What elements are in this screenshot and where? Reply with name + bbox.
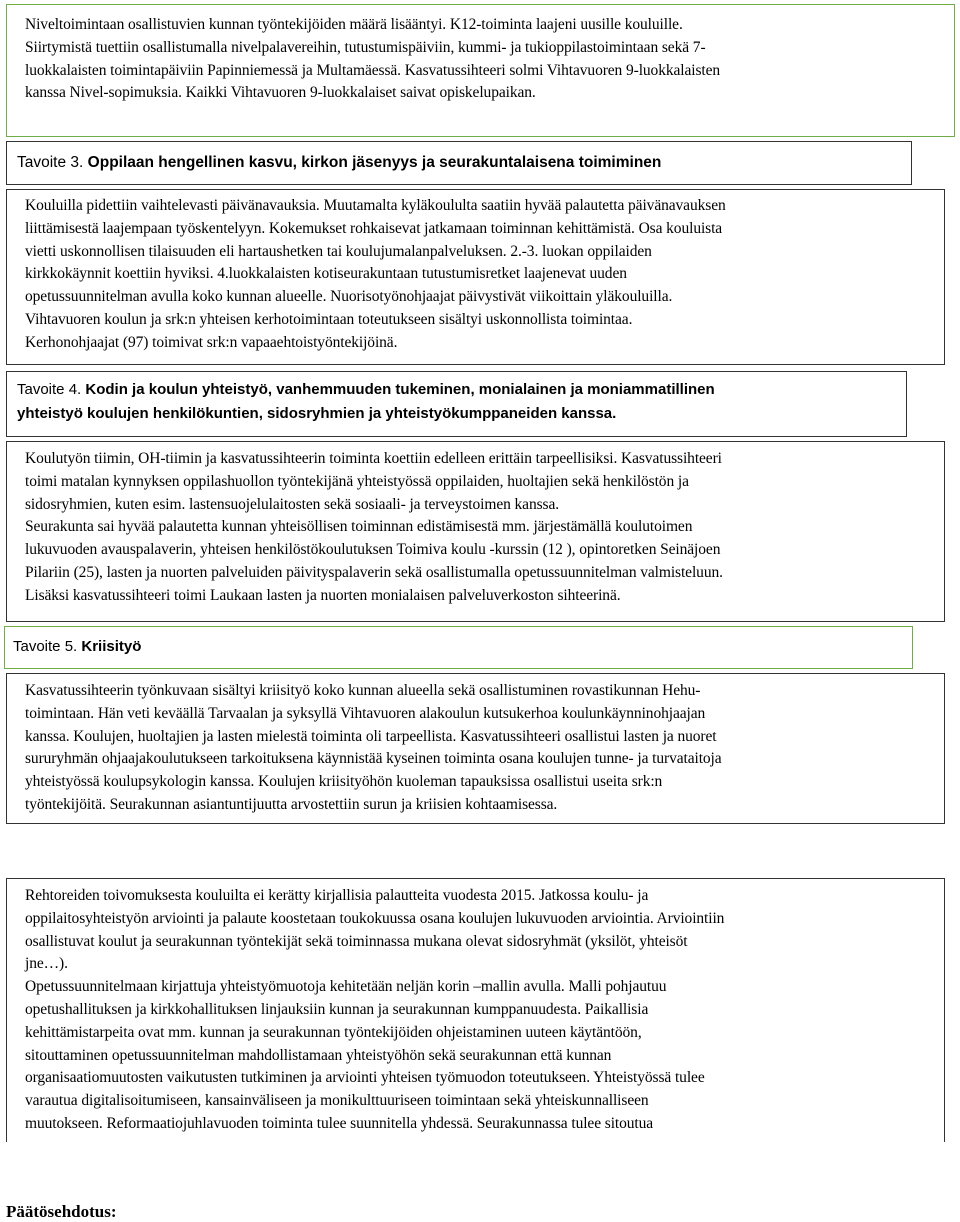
text-line: kanssa Nivel-sopimuksia. Kaikki Vihtavuoren 9-luokkalaiset saivat opiskelupaikan. (25, 84, 536, 102)
text-line: osallistuvat koulut ja seurakunnan työntekijät sekä toiminnassa mukana olevat sidosryhmät (yksilöt, yhteisöt (25, 932, 688, 950)
text-line: sidosryhmien, kuten esim. lastensuojelulaitosten sekä sosiaali- ja terveystoimen kanssa. (25, 495, 560, 513)
text-line: Rehtoreiden toivomuksesta kouluilta ei kerätty kirjallisia palautteita vuodesta 2015. Jatkossa koulu- ja (25, 887, 649, 904)
text-line: Lisäksi kasvatussihteeri toimi Laukaan lasten ja nuorten monialaisen palveluverkoston sihteerinä. (25, 586, 621, 604)
text-line: luokkalaisten toimintapäiviin Papinniemessä ja Multamäessä. Kasvatussihteeri solmi Vihtavuoren 9-luokkalaisten (25, 61, 721, 79)
text-line: kanssa. Koulujen, huoltajien ja lasten mielestä toiminta oli tarpeellista. Kasvatussihteeri osallistui lasten ja nuoret (25, 727, 717, 745)
text-line: Kerhonohjaajat (97) toimivat srk:n vapaaehtoistyöntekijöinä. (25, 333, 398, 351)
goal4-label: Tavoite 4. (17, 381, 82, 398)
goal3-label: Tavoite 3. (17, 154, 84, 171)
text-line: opetushallituksen ja kirkkohallituksen linjauksiin kunnan ja seurakunnan kumppanuudesta. Paikallisia (25, 1000, 649, 1018)
text-line: Kouluilla pidettiin vaihtelevasti päivänavauksia. Muutamalta kyläkoululta saatiin hyvää palautetta päivänavauksen (25, 197, 726, 214)
text-line: sururyhmän ohjaajakoulutukseen tarkoituksena käynnistää kyseinen toiminta osana koulujen tunne- ja turvataitoja (25, 750, 722, 768)
text-line: oppilaitosyhteistyön arviointi ja palaute koostetaan toukokuussa osana koulujen lukuvuoden arviointia. Arviointiin (25, 909, 725, 927)
text-line: Vihtavuoren koulun ja srk:n yhteisen kerhotoimintaan toteutukseen sisältyi uskonnollista toimintaa. (25, 310, 633, 328)
text-line: työntekijöitä. Seurakunnan asiantuntijuutta arvostettiin surun ja kriisien kohtaamisessa. (25, 795, 558, 813)
text-line: toimintaan. Hän veti keväällä Tarvaalan ja syksyllä Vihtavuoren alakoulun kutsukerhoa koulunkäynninohjaajan (25, 704, 706, 722)
goal5-heading (4, 626, 913, 669)
text-line: jne…). (25, 955, 68, 973)
goal5-text-box (6, 673, 945, 824)
text-line: Koulutyön tiimin, OH-tiimin ja kasvatussihteerin toiminta koettiin edelleen erittäin tarpeellisiksi. Kasvatussihteeri (25, 450, 722, 467)
text-line: lukuvuoden avauspalaverin, yhteisen henkilöstökoulutuksen Toimiva koulu -kurssin (12 ), opintoretken Seinäjoen (25, 541, 721, 559)
text-line: liittämisestä laajempaan työskentelyyn. Kokemukset rohkaisevat jatkamaan toiminnan kehittämistä. Osa kouluista (25, 219, 723, 237)
goal5-title: Kriisityö (81, 638, 142, 655)
goal4-title-line2: yhteistyö koulujen henkilökuntien, sidosryhmien ja yhteistyökumppaneiden kanssa. (17, 405, 617, 422)
text-line: Niveltoimintaan osallistuvien kunnan työntekijöiden määrä lisääntyi. K12-toiminta laajeni uusille kouluille. (25, 16, 683, 33)
intro-text-box (6, 4, 955, 137)
text-line: kehittämistarpeita ovat mm. kunnan ja seurakunnan työntekijöiden ohjeistaminen uuteen käytäntöön, (25, 1023, 642, 1041)
goal3-text-box (6, 189, 945, 365)
text-line: varautua digitalisoitumiseen, kansainväliseen ja monikulttuuriseen toimintaan sekä yhteiskunnalliseen (25, 1092, 649, 1110)
text-line: organisaatiomuutosten vaikutusten tutkiminen ja arviointi yhteisen työmuodon toteutukseen. Yhteistyössä tulee (25, 1069, 705, 1087)
text-line: kirkkokäynnit koettiin hyviksi. 4.luokkalaisten kotiseurakuntaan tutustumisretket laajenevat uuden (25, 265, 627, 283)
goal5-label: Tavoite 5. (13, 638, 78, 655)
decision-proposal-heading: Päätösehdotus: (6, 1202, 117, 1221)
text-line: Pilariin (25), lasten ja nuorten palveluiden päivityspalaverin sekä osallistumalla opetussuunnitelman valmisteluun. (25, 563, 723, 581)
goal4-title: Kodin ja koulun yhteistyö, vanhemmuuden tukeminen, monialainen ja moniammatillinen (85, 381, 715, 398)
text-line: yhteistyössä koulupsykologin kanssa. Koulujen kriisityöhön kuoleman tapauksissa osallistui useita srk:n (25, 773, 663, 791)
text-line: Siirtymistä tuettiin osallistumalla nivelpalavereihin, tutustumispäiviin, kummi- ja tukioppilastoimintaan sekä 7- (25, 38, 706, 56)
text-line: toimi matalan kynnyksen oppilashuollon työntekijänä yhteistyössä oppilaiden, huoltajien sekä henkilöstön ja (25, 472, 689, 490)
goal3-heading (6, 141, 912, 185)
goal3-title: Oppilaan hengellinen kasvu, kirkon jäsenyys ja seurakuntalaisena toimiminen (87, 154, 662, 171)
text-line: sitouttaminen opetussuunnitelman mahdollistamaan yhteistyöhön sekä seurakunnan että kunnan (25, 1046, 612, 1064)
goal4-text-box (6, 441, 945, 622)
text-line: vietti uskonnollisen tilaisuuden eli hartaushetken tai koulujumalanpalveluksen. 2.-3. luokan oppilaiden (25, 242, 652, 260)
summary-text-box (6, 878, 945, 1142)
text-line: Opetussuunnitelmaan kirjattuja yhteistyömuotoja kehitetään neljän korin –mallin avulla. Malli pohjautuu (25, 978, 667, 996)
text-line: Seurakunta sai hyvää palautetta kunnan yhteisöllisen toiminnan edistämisestä mm. järjestämällä koulutoimen (25, 518, 693, 536)
goal4-heading (6, 371, 907, 437)
goal4-title-line1 (17, 378, 906, 402)
text-line: opetussuunnitelman avulla koko kunnan alueelle. Nuorisotyönohjaajat päivystivät viikoittain yläkouluilla. (25, 288, 673, 306)
text-line: muutokseen. Reformaatiojuhlavuoden toiminta tulee suunnitella yhdessä. Seurakunnassa tulee sitoutua (25, 1114, 654, 1132)
text-line: Kasvatussihteerin työnkuvaan sisältyi kriisityö koko kunnan alueella sekä osallistuminen rovastikunnan Hehu- (25, 682, 701, 699)
